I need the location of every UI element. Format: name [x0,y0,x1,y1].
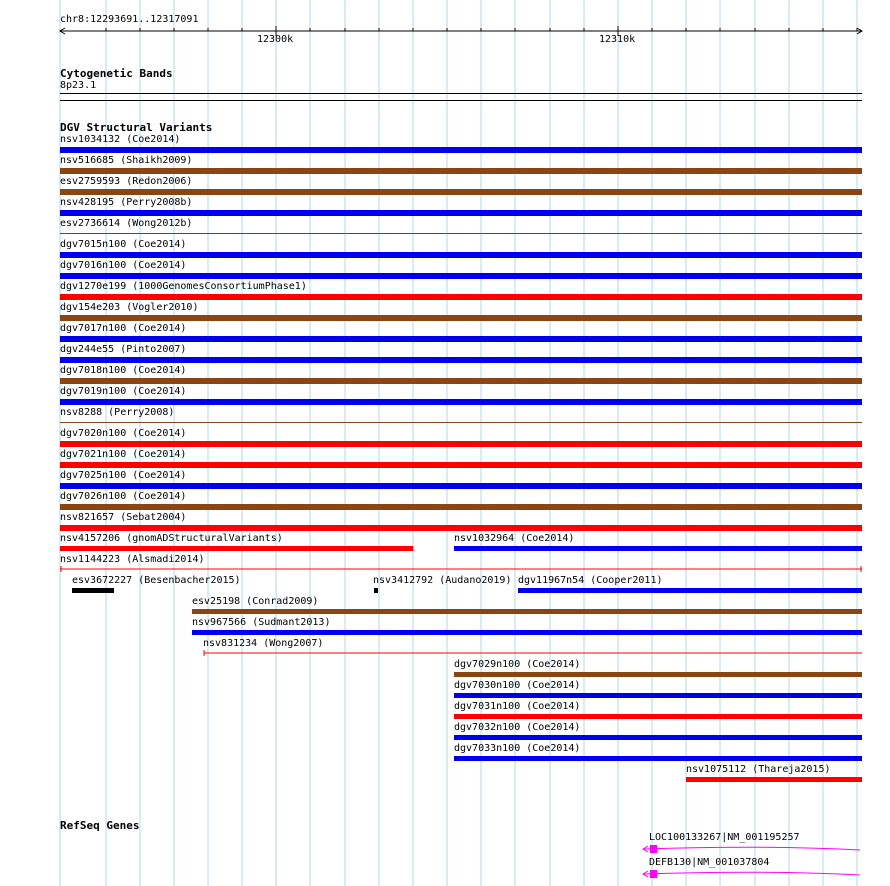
variant-label[interactable]: dgv7015n100 (Coe2014) [60,239,187,250]
variant-label[interactable]: dgv7020n100 (Coe2014) [60,428,187,439]
variant-label-nsv4157206[interactable]: nsv4157206 (gnomADStructuralVariants) [60,533,283,544]
ruler-tick-label-12300k: 12300k [257,34,294,45]
variant-label-dgv7030n100[interactable]: dgv7030n100 (Coe2014) [454,680,581,691]
variant-bar-dgv7032n100 [454,735,862,740]
variant-label[interactable]: nsv821657 (Sebat2004) [60,512,187,523]
variant-bar [60,399,862,405]
variant-bar [60,315,862,321]
variant-label[interactable]: dgv1270e199 (1000GenomesConsortiumPhase1) [60,281,307,292]
variant-label-dgv7029n100[interactable]: dgv7029n100 (Coe2014) [454,659,581,670]
variant-bar [60,210,862,216]
variant-bar [60,378,862,384]
variant-bar-dgv7029n100 [454,672,862,677]
variant-label[interactable]: dgv7026n100 (Coe2014) [60,491,187,502]
variant-label[interactable]: dgv154e203 (Vogler2010) [60,302,199,313]
variant-label[interactable]: dgv7019n100 (Coe2014) [60,386,187,397]
variant-bar [60,233,862,234]
gene-label-loc100133267[interactable]: LOC100133267|NM_001195257 [649,832,800,843]
variant-label-esv25198[interactable]: esv25198 (Conrad2009) [192,596,319,607]
variant-label-nsv3412792[interactable]: nsv3412792 (Audano2019) [373,575,512,586]
variant-bar-nsv1032964 [454,546,862,551]
variant-label[interactable]: dgv7016n100 (Coe2014) [60,260,187,271]
variant-label[interactable]: nsv516685 (Shaikh2009) [60,155,193,166]
refseq-track-title: RefSeq Genes [60,819,140,832]
gene-label-defb130[interactable]: DEFB130|NM_001037804 [649,857,770,868]
variant-bar [60,422,862,423]
gene-intron-line [644,847,860,850]
variant-label-dgv7033n100[interactable]: dgv7033n100 (Coe2014) [454,743,581,754]
variant-bar-dgv11967n54 [518,588,862,593]
variant-label[interactable]: dgv7017n100 (Coe2014) [60,323,187,334]
variant-label-nsv967566[interactable]: nsv967566 (Sudmant2013) [192,617,331,628]
dgv-track-title: DGV Structural Variants [60,121,213,134]
variant-bar [60,294,862,300]
variant-label-dgv11967n54[interactable]: dgv11967n54 (Cooper2011) [518,575,663,586]
variant-bar-esv3672227 [72,588,114,593]
variant-bar [60,273,862,279]
variant-bar [60,525,862,531]
gene-exon-block [650,845,657,853]
cytoband-track-title: Cytogenetic Bands [60,67,173,80]
gene-intron-line [644,872,860,875]
variant-bar-nsv3412792 [374,588,378,593]
variant-bar-nsv1075112 [686,777,862,782]
variant-label[interactable]: esv2759593 (Redon2006) [60,176,193,187]
cytoband-label: 8p23.1 [60,80,97,91]
variant-bar [60,168,862,174]
variant-label-nsv1032964[interactable]: nsv1032964 (Coe2014) [454,533,575,544]
variant-bar-nsv967566 [192,630,862,635]
variant-bar [60,483,862,489]
variant-label-dgv7031n100[interactable]: dgv7031n100 (Coe2014) [454,701,581,712]
variant-bar [60,336,862,342]
variant-label-nsv1075112[interactable]: nsv1075112 (Thareja2015) [686,764,831,775]
variant-label[interactable]: esv2736614 (Wong2012b) [60,218,193,229]
variant-label-nsv831234[interactable]: nsv831234 (Wong2007) [203,638,324,649]
ruler-coordinate-label: chr8:12293691..12317091 [60,14,199,25]
variant-label[interactable]: dgv244e55 (Pinto2007) [60,344,187,355]
variant-label-esv3672227[interactable]: esv3672227 (Besenbacher2015) [72,575,241,586]
variant-bar-dgv7031n100 [454,714,862,719]
variant-bar-nsv4157206 [60,546,413,551]
variant-bar [60,252,862,258]
variant-bar [60,504,862,510]
variant-label[interactable]: dgv7025n100 (Coe2014) [60,470,187,481]
variant-label[interactable]: nsv428195 (Perry2008b) [60,197,193,208]
variant-label[interactable]: nsv1034132 (Coe2014) [60,134,181,145]
variant-bar [60,147,862,153]
variant-label-dgv7032n100[interactable]: dgv7032n100 (Coe2014) [454,722,581,733]
variant-bar [60,462,862,468]
ruler-tick-label-12310k: 12310k [599,34,636,45]
variant-bar [60,441,862,447]
variant-bar [60,189,862,195]
variant-label-nsv1144223[interactable]: nsv1144223 (Alsmadi2014) [60,554,205,565]
variant-bar [60,357,862,363]
variant-bar-esv25198 [192,609,862,614]
variant-bar-dgv7033n100 [454,756,862,761]
variant-label[interactable]: dgv7021n100 (Coe2014) [60,449,187,460]
variant-label[interactable]: nsv8288 (Perry2008) [60,407,175,418]
variant-label[interactable]: dgv7018n100 (Coe2014) [60,365,187,376]
variant-bar-dgv7030n100 [454,693,862,698]
gene-exon-block [650,870,657,878]
